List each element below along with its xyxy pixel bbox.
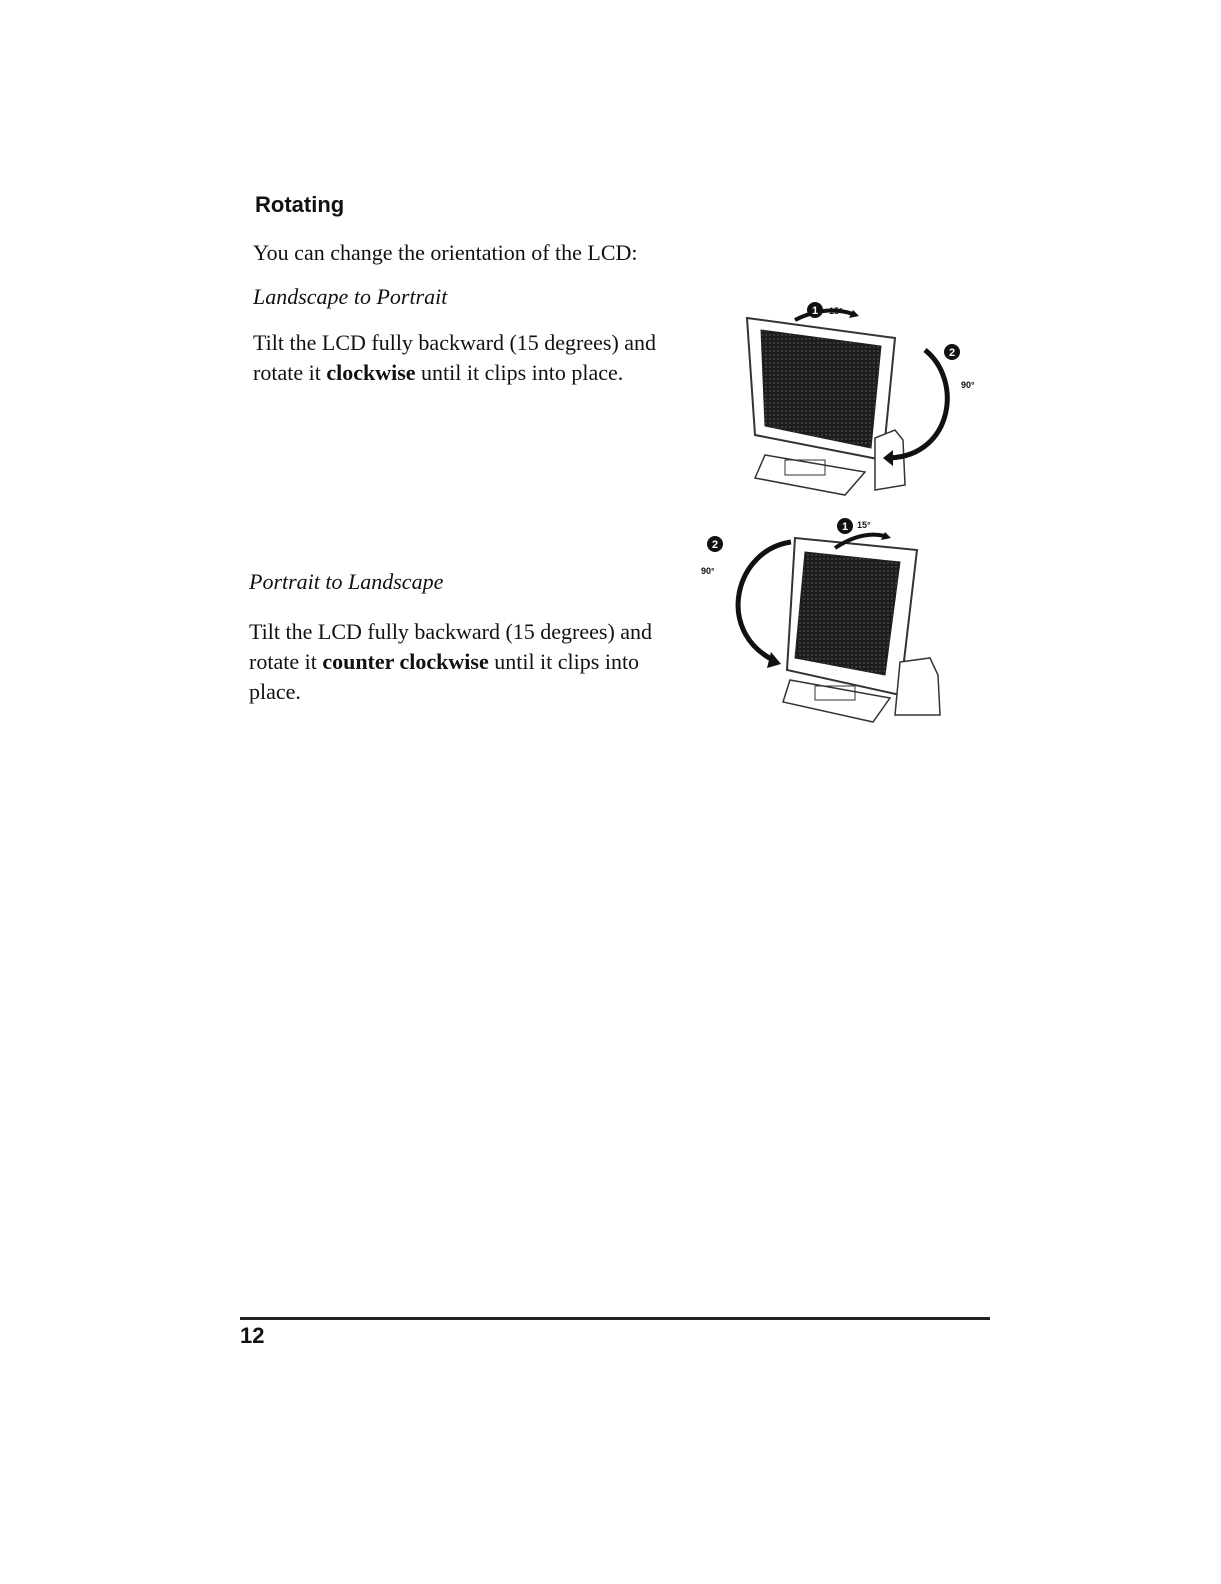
rotation-direction: clockwise [326, 360, 416, 385]
landscape-to-portrait-instructions [253, 328, 673, 388]
page-number: 12 [240, 1323, 265, 1348]
instruction-text: until it clips into place. [415, 360, 624, 385]
monitor-screen [795, 552, 900, 675]
landscape-to-portrait-heading: Landscape to Portrait [253, 284, 448, 309]
speaker [895, 658, 940, 715]
rotation-direction: counter clockwise [322, 649, 489, 674]
step-1-angle: 15° [857, 520, 871, 530]
instruction-text: Tilt the LCD fully backward (15 degrees) and rotate it [253, 330, 657, 385]
portrait-to-landscape-heading: Portrait to Landscape [249, 569, 444, 594]
intro-text: You can change the orientation of the LCD: [253, 240, 638, 265]
section-title: Rotating [255, 192, 345, 217]
footer-rule [240, 1317, 990, 1320]
instruction-text: until it clips into place. [249, 649, 640, 704]
step-1-marker-label: 1 [811, 305, 819, 317]
step-2-angle: 90° [701, 566, 715, 576]
step-2-marker-label: 2 [948, 347, 956, 359]
landscape-to-portrait-illustration [725, 290, 995, 515]
instruction-text: Tilt the LCD fully backward (15 degrees) and rotate it [249, 619, 653, 674]
step-1-marker-label: 1 [841, 521, 849, 533]
step-1-angle: 15° [829, 306, 843, 316]
portrait-to-landscape-instructions [249, 617, 669, 707]
portrait-to-landscape-illustration [695, 510, 955, 740]
step-2-marker-label: 2 [711, 539, 719, 551]
step-2-angle: 90° [961, 380, 975, 390]
